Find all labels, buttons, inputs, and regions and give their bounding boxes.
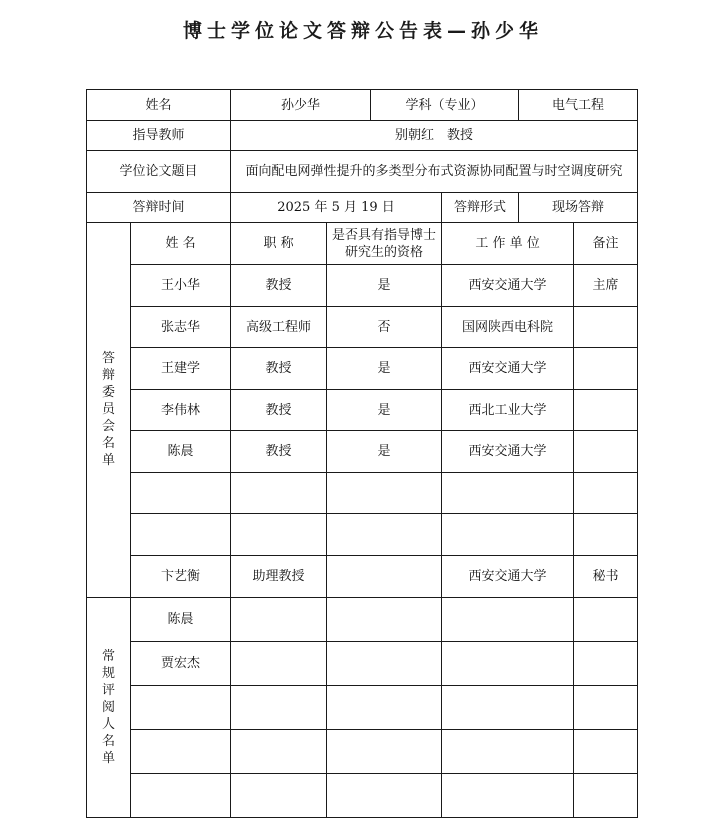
member-qualified: 否 (327, 306, 442, 348)
member-unit: 西安交通大学 (442, 265, 574, 307)
committee-label-char: 单 (101, 453, 115, 469)
member-qualified (327, 472, 442, 514)
header-note: 备注 (574, 223, 638, 265)
member-title: 教授 (231, 348, 327, 390)
table-row (87, 597, 638, 641)
reviewer-name (131, 729, 231, 773)
reviewers-group-label (87, 597, 131, 817)
discipline-value: 电气工程 (519, 90, 638, 121)
member-unit: 西安交通大学 (442, 431, 574, 473)
table-row (87, 514, 638, 556)
reviewer-cell (442, 729, 574, 773)
member-qualified: 是 (327, 389, 442, 431)
member-qualified: 是 (327, 348, 442, 390)
member-title: 教授 (231, 431, 327, 473)
member-note: 秘书 (574, 556, 638, 598)
member-name: 王建学 (131, 348, 231, 390)
name-value: 孙少华 (231, 90, 371, 121)
header-qualified: 是否具有指导博士研究生的资格 (327, 223, 442, 265)
reviewers-label-char: 评 (101, 682, 115, 698)
reviewer-cell (442, 597, 574, 641)
member-qualified (327, 556, 442, 598)
reviewer-cell (574, 773, 638, 817)
committee-group-label (87, 223, 131, 597)
committee-label-char: 辩 (101, 368, 115, 384)
member-unit: 国网陕西电科院 (442, 306, 574, 348)
reviewer-name: 贾宏杰 (131, 641, 231, 685)
member-name: 陈晨 (131, 431, 231, 473)
reviewer-cell (327, 729, 442, 773)
member-title: 助理教授 (231, 556, 327, 598)
committee-label-char: 名 (101, 436, 115, 452)
committee-label-char: 委 (101, 385, 115, 401)
info-row-topic (87, 151, 638, 193)
reviewer-cell (231, 685, 327, 729)
member-note (574, 306, 638, 348)
reviewer-name: 陈晨 (131, 597, 231, 641)
member-name (131, 472, 231, 514)
reviewer-cell (231, 641, 327, 685)
table-row (87, 773, 638, 817)
table-row (87, 431, 638, 473)
reviewers-label-char: 常 (101, 648, 115, 664)
member-name (131, 514, 231, 556)
table-row (87, 729, 638, 773)
table-row (87, 306, 638, 348)
reviewer-cell (574, 685, 638, 729)
member-title (231, 514, 327, 556)
table-row (87, 389, 638, 431)
reviewer-cell (574, 597, 638, 641)
date-value: 2025 年 5 月 19 日 (231, 193, 442, 223)
discipline-label: 学科（专业） (371, 90, 519, 121)
committee-label-char: 答 (101, 351, 115, 367)
table-row (87, 348, 638, 390)
reviewer-cell (574, 641, 638, 685)
member-title: 教授 (231, 389, 327, 431)
member-unit (442, 514, 574, 556)
info-row-name (87, 90, 638, 121)
table-row (87, 265, 638, 307)
reviewer-cell (442, 641, 574, 685)
member-unit: 西安交通大学 (442, 556, 574, 598)
member-unit: 西北工业大学 (442, 389, 574, 431)
member-title: 高级工程师 (231, 306, 327, 348)
defense-announcement-table (86, 89, 638, 818)
info-row-advisor (87, 121, 638, 151)
advisor-value: 别朝红 教授 (231, 121, 638, 151)
member-unit: 西安交通大学 (442, 348, 574, 390)
table-row (87, 472, 638, 514)
reviewer-cell (327, 597, 442, 641)
member-name: 王小华 (131, 265, 231, 307)
member-qualified: 是 (327, 431, 442, 473)
page-title: 博士学位论文答辩公告表—孙少华 (182, 20, 543, 42)
member-unit (442, 472, 574, 514)
topic-text: 面向配电网弹性提升的多类型分布式资源协同配置与时空调度研究 (245, 164, 623, 180)
header-name: 姓 名 (131, 223, 231, 265)
reviewer-cell (231, 597, 327, 641)
committee-label-char: 会 (101, 419, 115, 435)
reviewers-label-char: 单 (101, 750, 115, 766)
topic-label: 学位论文题目 (87, 151, 231, 193)
form-label: 答辩形式 (442, 193, 519, 223)
member-note (574, 431, 638, 473)
member-name: 张志华 (131, 306, 231, 348)
reviewers-label-char: 阅 (101, 699, 115, 715)
reviewer-cell (442, 773, 574, 817)
committee-label-char: 员 (101, 402, 115, 418)
member-name: 李伟林 (131, 389, 231, 431)
member-note: 主席 (574, 265, 638, 307)
member-qualified (327, 514, 442, 556)
reviewers-label-char: 名 (101, 733, 115, 749)
table-row (87, 556, 638, 598)
reviewer-name (131, 685, 231, 729)
reviewer-cell (231, 729, 327, 773)
member-note (574, 389, 638, 431)
member-title (231, 472, 327, 514)
reviewer-cell (574, 729, 638, 773)
date-label: 答辩时间 (87, 193, 231, 223)
committee-header-row (87, 223, 638, 265)
table-row (87, 641, 638, 685)
reviewer-cell (442, 685, 574, 729)
advisor-label: 指导教师 (87, 121, 231, 151)
member-name: 卞艺衡 (131, 556, 231, 598)
member-title: 教授 (231, 265, 327, 307)
reviewer-name (131, 773, 231, 817)
member-note (574, 348, 638, 390)
member-note (574, 514, 638, 556)
reviewer-cell (327, 641, 442, 685)
reviewer-cell (327, 685, 442, 729)
reviewer-cell (327, 773, 442, 817)
reviewers-label-char: 规 (101, 665, 115, 681)
header-title: 职 称 (231, 223, 327, 265)
member-note (574, 472, 638, 514)
reviewers-label-char: 人 (101, 716, 115, 732)
name-label: 姓名 (87, 90, 231, 121)
header-unit: 工 作 单 位 (442, 223, 574, 265)
table-row (87, 685, 638, 729)
form-value: 现场答辩 (519, 193, 638, 223)
reviewer-cell (231, 773, 327, 817)
member-qualified: 是 (327, 265, 442, 307)
info-row-date (87, 193, 638, 223)
topic-value (231, 151, 638, 193)
